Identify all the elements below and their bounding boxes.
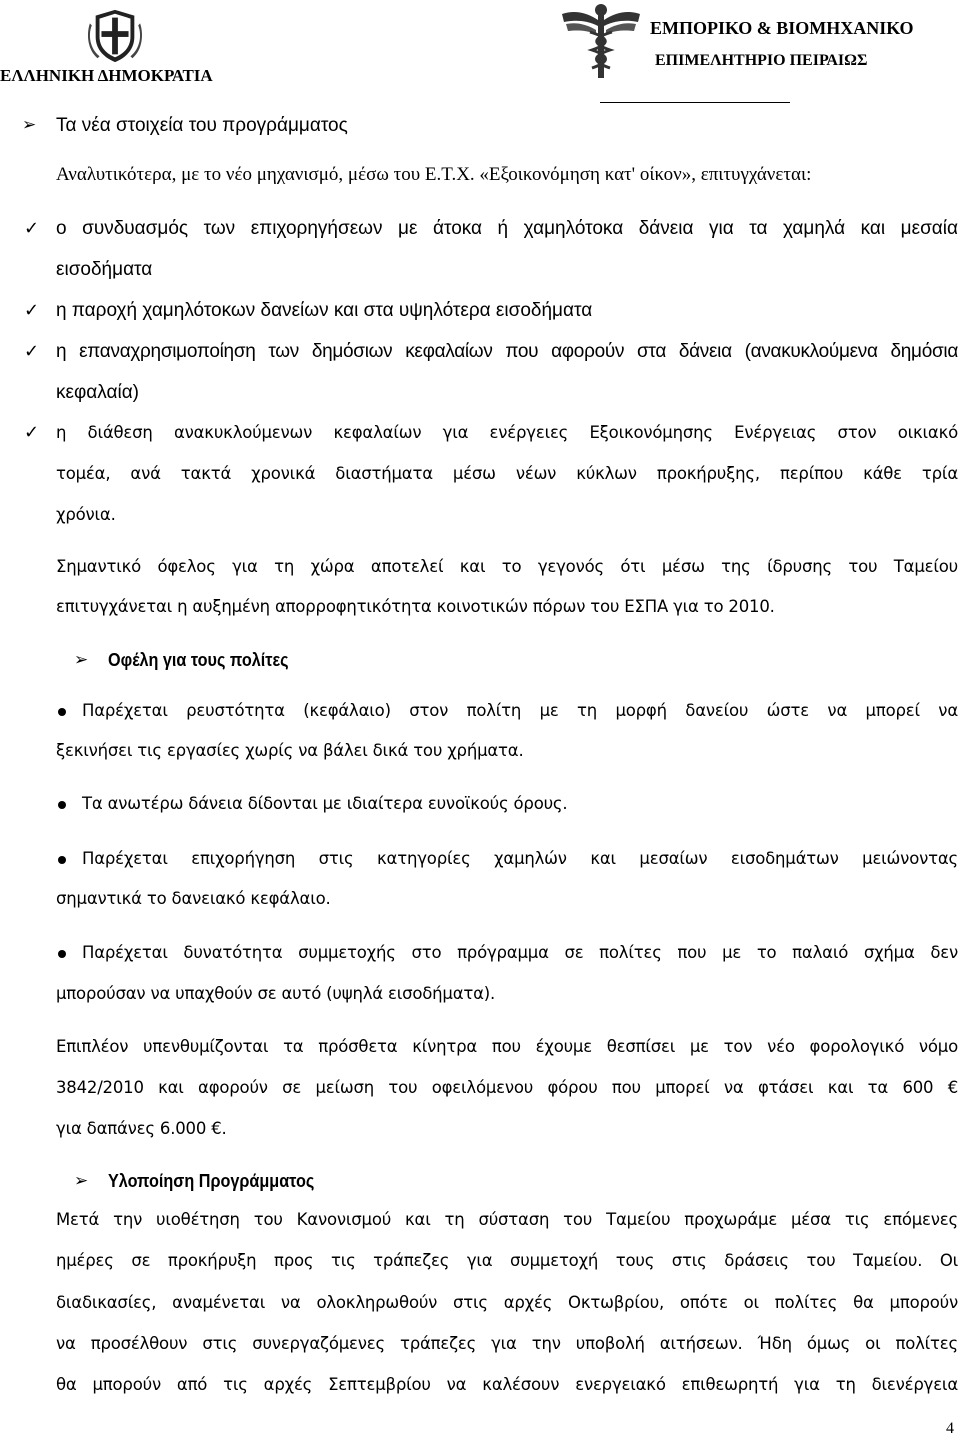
check-item-3-line-2: κεφαλαία) [56,382,140,403]
header-left [0,2,240,90]
extra-paragraph-line-1: Επιπλέον υπενθυμίζονται τα πρόσθετα κίνητρα που έχουμε θεσπίσει με τον νέο φορολογικό νόμο [56,1037,958,1056]
bullet-dot-icon [58,708,66,716]
check-item-2-line-1: η παροχή χαμηλότοκων δανείων και στα υψηλότερα εισοδήματα [56,300,593,321]
implementation-line-5: θα μπορούν από τις αρχές Σεπτεμβρίου να καλέσουν ενεργειακό επιθεωρητή για τη διενέργεια [56,1375,958,1394]
check-item-3-line-1: η επαναχρησιμοποίηση των δημόσιων κεφαλαίων που αφορούν στα δάνεια (ανακυκλούμενα δημόσια [56,341,958,362]
arrow-bullet-icon: ➢ [74,1171,89,1191]
checkmark-icon: ✓ [24,341,40,362]
implementation-line-4: να προσέλθουν στις συνεργαζόμενες τράπεζες για την υποβολή αιτήσεων. Ήδη όμως οι πολίτες [56,1334,958,1353]
header-right-title-1: ΕΜΠΟΡΙΚΟ & ΒΙΟΜΗΧΑΝΙΚΟ [650,18,914,38]
section-heading-implementation: Υλοποίηση Προγράμματος [108,1171,315,1191]
extra-paragraph-line-3: για δαπάνες 6.000 €. [56,1119,227,1138]
header-left-title: ΕΛΛΗΝΙΚΗ ΔΗΜΟΚΡΑΤΙΑ [0,66,213,85]
bullet-3-line-2: σημαντικά το δανειακό κεφάλαιο. [56,889,331,908]
implementation-line-3: διαδικασίες, αναμένεται να ολοκληρωθούν στις αρχές Οκτωβρίου, οπότε οι πολίτες θα μπορούν [56,1293,958,1312]
greek-coat-of-arms-icon [86,6,144,64]
checkmark-icon: ✓ [24,422,40,443]
section-heading-new-elements: Τα νέα στοιχεία του προγράμματος [56,115,348,136]
bullet-3-line-1: Παρέχεται επιχορήγηση στις κατηγορίες χαμηλών και μεσαίων εισοδημάτων μειώνοντας [82,849,958,868]
check-item-4-line-2: τομέα, ανά τακτά χρονικά διαστήματα μέσω νέων κύκλων προκήρυξης, περίπου κάθε τρία [56,464,958,483]
benefit-paragraph-line-1: Σημαντικό όφελος για τη χώρα αποτελεί και το γεγονός ότι μέσω της ίδρυσης του Ταμείου [56,557,958,576]
benefit-paragraph-line-2: επιτυγχάνεται η αυξημένη απορροφητικότητα κοινοτικών πόρων του ΕΣΠΑ για το 2010. [56,597,775,616]
bullet-dot-icon [58,950,66,958]
intro-paragraph: Αναλυτικότερα, με το νέο μηχανισμό, μέσω του Ε.Τ.Χ. «Εξοικονόμηση κατ' οίκον», επιτυγχάνεται: [56,164,812,185]
check-item-1-line-2: εισοδήματα [56,259,153,280]
implementation-line-2: ημέρες σε προκήρυξη προς τις τράπεζες για συμμετοχή τους στις δράσεις του Ταμείου. Οι [56,1251,958,1270]
bullet-1-line-2: ξεκινήσει τις εργασίες χωρίς να βάλει δικά του χρήματα. [56,741,524,760]
section-heading-citizen-benefits: Οφέλη για τους πολίτες [108,650,289,670]
caduceus-wings-emblem-icon [560,0,642,82]
header-right-title-2: ΕΠΙΜΕΛΗΤΗΡΙΟ ΠΕΙΡΑΙΩΣ [655,52,868,69]
bullet-4-line-2: μπορούσαν να υπαχθούν σε αυτό (υψηλά εισοδήματα). [56,984,496,1003]
bullet-2-line-1: Τα ανωτέρω δάνεια δίδονται με ιδιαίτερα ευνοϊκούς όρους. [82,794,568,813]
page-number: 4 [946,1420,954,1437]
bullet-dot-icon [58,801,66,809]
check-item-1-line-1: ο συνδυασμός των επιχορηγήσεων με άτοκα ή χαμηλότοκα δάνεια για τα χαμηλά και μεσαία [56,218,958,239]
checkmark-icon: ✓ [24,218,40,239]
header-divider [600,102,790,103]
check-item-4-line-1: η διάθεση ανακυκλούμενων κεφαλαίων για ενέργειες Εξοικονόμησης Ενέργειας στον οικιακό [56,423,958,442]
bullet-1-line-1: Παρέχεται ρευστότητα (κεφάλαιο) στον πολίτη με τη μορφή δανείου ώστε να μπορεί να [82,701,958,720]
extra-paragraph-line-2: 3842/2010 και αφορούν σε μείωση του οφειλόμενου φόρου που μπορεί να φτάσει και τα 600 € [56,1078,958,1097]
checkmark-icon: ✓ [24,300,40,321]
implementation-line-1: Μετά την υιοθέτηση του Κανονισμού και τη σύσταση του Ταμείου προχωράμε μέσα τις επόμενες [56,1210,958,1229]
arrow-bullet-icon: ➢ [74,650,89,670]
check-item-4-line-3: χρόνια. [56,505,116,524]
arrow-bullet-icon: ➢ [22,115,37,135]
bullet-dot-icon [58,856,66,864]
bullet-4-line-1: Παρέχεται δυνατότητα συμμετοχής στο πρόγραμμα σε πολίτες που με το παλαιό σχήμα δεν [82,943,958,962]
